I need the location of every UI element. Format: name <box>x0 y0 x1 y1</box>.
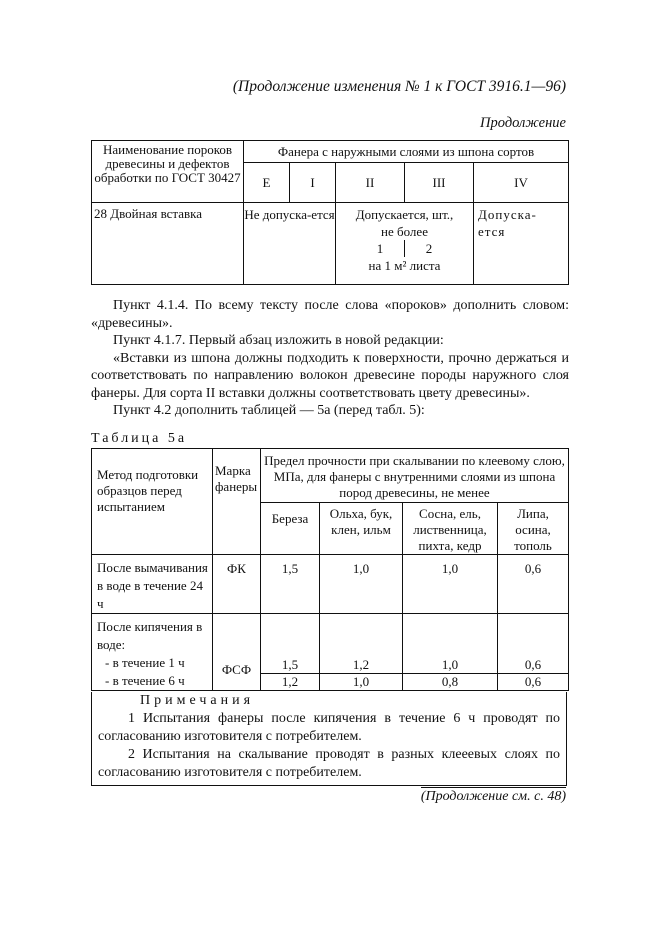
row1-method: После вымачивания в воде в течение 24 ч <box>92 555 213 614</box>
row1-value: 1,0 <box>403 555 498 614</box>
page-header: (Продолжение изменения № 1 к ГОСТ 3916.1—96) <box>232 78 566 95</box>
page-footer: (Продолжение см. с. 48) <box>420 789 566 804</box>
grade-ii: II <box>336 163 405 203</box>
continuation-label: Продолжение <box>480 115 566 131</box>
amendment-text <box>91 297 569 420</box>
not-more-text: не более <box>381 224 428 239</box>
strength-table <box>91 448 569 691</box>
row2-value-1h: 0,6 <box>498 657 568 674</box>
allowed-text: Допускается, шт., <box>355 207 454 222</box>
row2-value-6h: 0,6 <box>524 674 542 689</box>
cell-iv: Допуска-ется <box>474 203 569 285</box>
table-5a-title: Таблица 5а <box>91 431 188 446</box>
defects-table <box>91 140 569 285</box>
row2-value-6h: 0,8 <box>441 674 459 689</box>
note-1: 1 Испытания фанеры после кипячения в течение 6 ч проводят по согласованию изготовителя с потребителем. <box>98 711 560 744</box>
row2-linden <box>498 614 569 691</box>
grade-iv: IV <box>474 163 569 203</box>
notes-title: Примечания <box>140 693 255 708</box>
species-pine: Сосна, ель, лиственница, пихта, кедр <box>403 503 498 555</box>
row1-value: 0,6 <box>498 555 569 614</box>
row2-pine <box>403 614 498 691</box>
row1-value: 1,5 <box>261 555 320 614</box>
note-2: 2 Испытания на скалывание проводят в разных клееевых слоях по согласованию изготовителя с потребителем. <box>98 747 560 780</box>
cell-e-i: Не допуска-ется <box>244 203 336 285</box>
row2-method-title: После кипячения в воде: <box>97 619 203 652</box>
col-mark-header: Марка фанеры <box>213 449 261 555</box>
paragraph-4: Пункт 4.2 дополнить таблицей — 5а (перед табл. 5): <box>113 403 425 418</box>
grade-e: Е <box>244 163 290 203</box>
row2-value-1h: 1,2 <box>320 657 402 674</box>
row2-value-6h: 1,2 <box>281 674 299 689</box>
row2-mark: ФСФ <box>213 614 261 691</box>
paragraph-2: Пункт 4.1.7. Первый абзац изложить в новой редакции: <box>113 333 444 348</box>
species-alder: Ольха, бук, клен, ильм <box>320 503 403 555</box>
row2-birch <box>261 614 320 691</box>
row1-value: 1,0 <box>320 555 403 614</box>
row2-value-1h: 1,5 <box>261 657 319 674</box>
col-method-header: Метод подготовки образцов перед испытанием <box>92 449 213 555</box>
row2-value-6h: 1,0 <box>352 674 370 689</box>
per-sheet-text: на 1 м² листа <box>368 258 441 273</box>
cell-ii-iii <box>336 203 474 285</box>
col-defect-header: Наименование пороков древесины и дефектов обработки по ГОСТ 30427 <box>92 141 244 203</box>
col-strength-header: Предел прочности при скалывании по клеевому слою, МПа, для фанеры с внутренними слоями из шпона пород древесины, не менее <box>261 449 569 503</box>
row2-value-1h: 1,0 <box>403 657 497 674</box>
paragraph-1: Пункт 4.1.4. По всему тексту после слова «пороков» дополнить словом: «древесины». <box>91 298 569 331</box>
row-label: 28 Двойная вставка <box>92 203 244 285</box>
grade-i: I <box>290 163 336 203</box>
species-birch: Береза <box>261 503 320 555</box>
grade-iii: III <box>405 163 474 203</box>
value-ii: 1 <box>356 240 405 257</box>
species-linden: Липа, осина, тополь <box>498 503 569 555</box>
row2-sub1: - в течение 1 ч <box>105 655 185 670</box>
row2-alder <box>320 614 403 691</box>
row2-sub2: - в течение 6 ч <box>105 673 185 688</box>
notes-box <box>91 692 567 786</box>
value-iii: 2 <box>425 241 433 256</box>
paragraph-3: «Вставки из шпона должны подходить к поверхности, прочно держаться и соответствовать по направлению волокон древесине породы наружного слоя фанеры. Для сорта II вставки должны соответствовать цвету древесины». <box>91 350 569 401</box>
row1-mark: ФК <box>213 555 261 614</box>
row2-method <box>92 614 213 691</box>
group-header: Фанера с наружными слоями из шпона сортов <box>244 141 569 163</box>
